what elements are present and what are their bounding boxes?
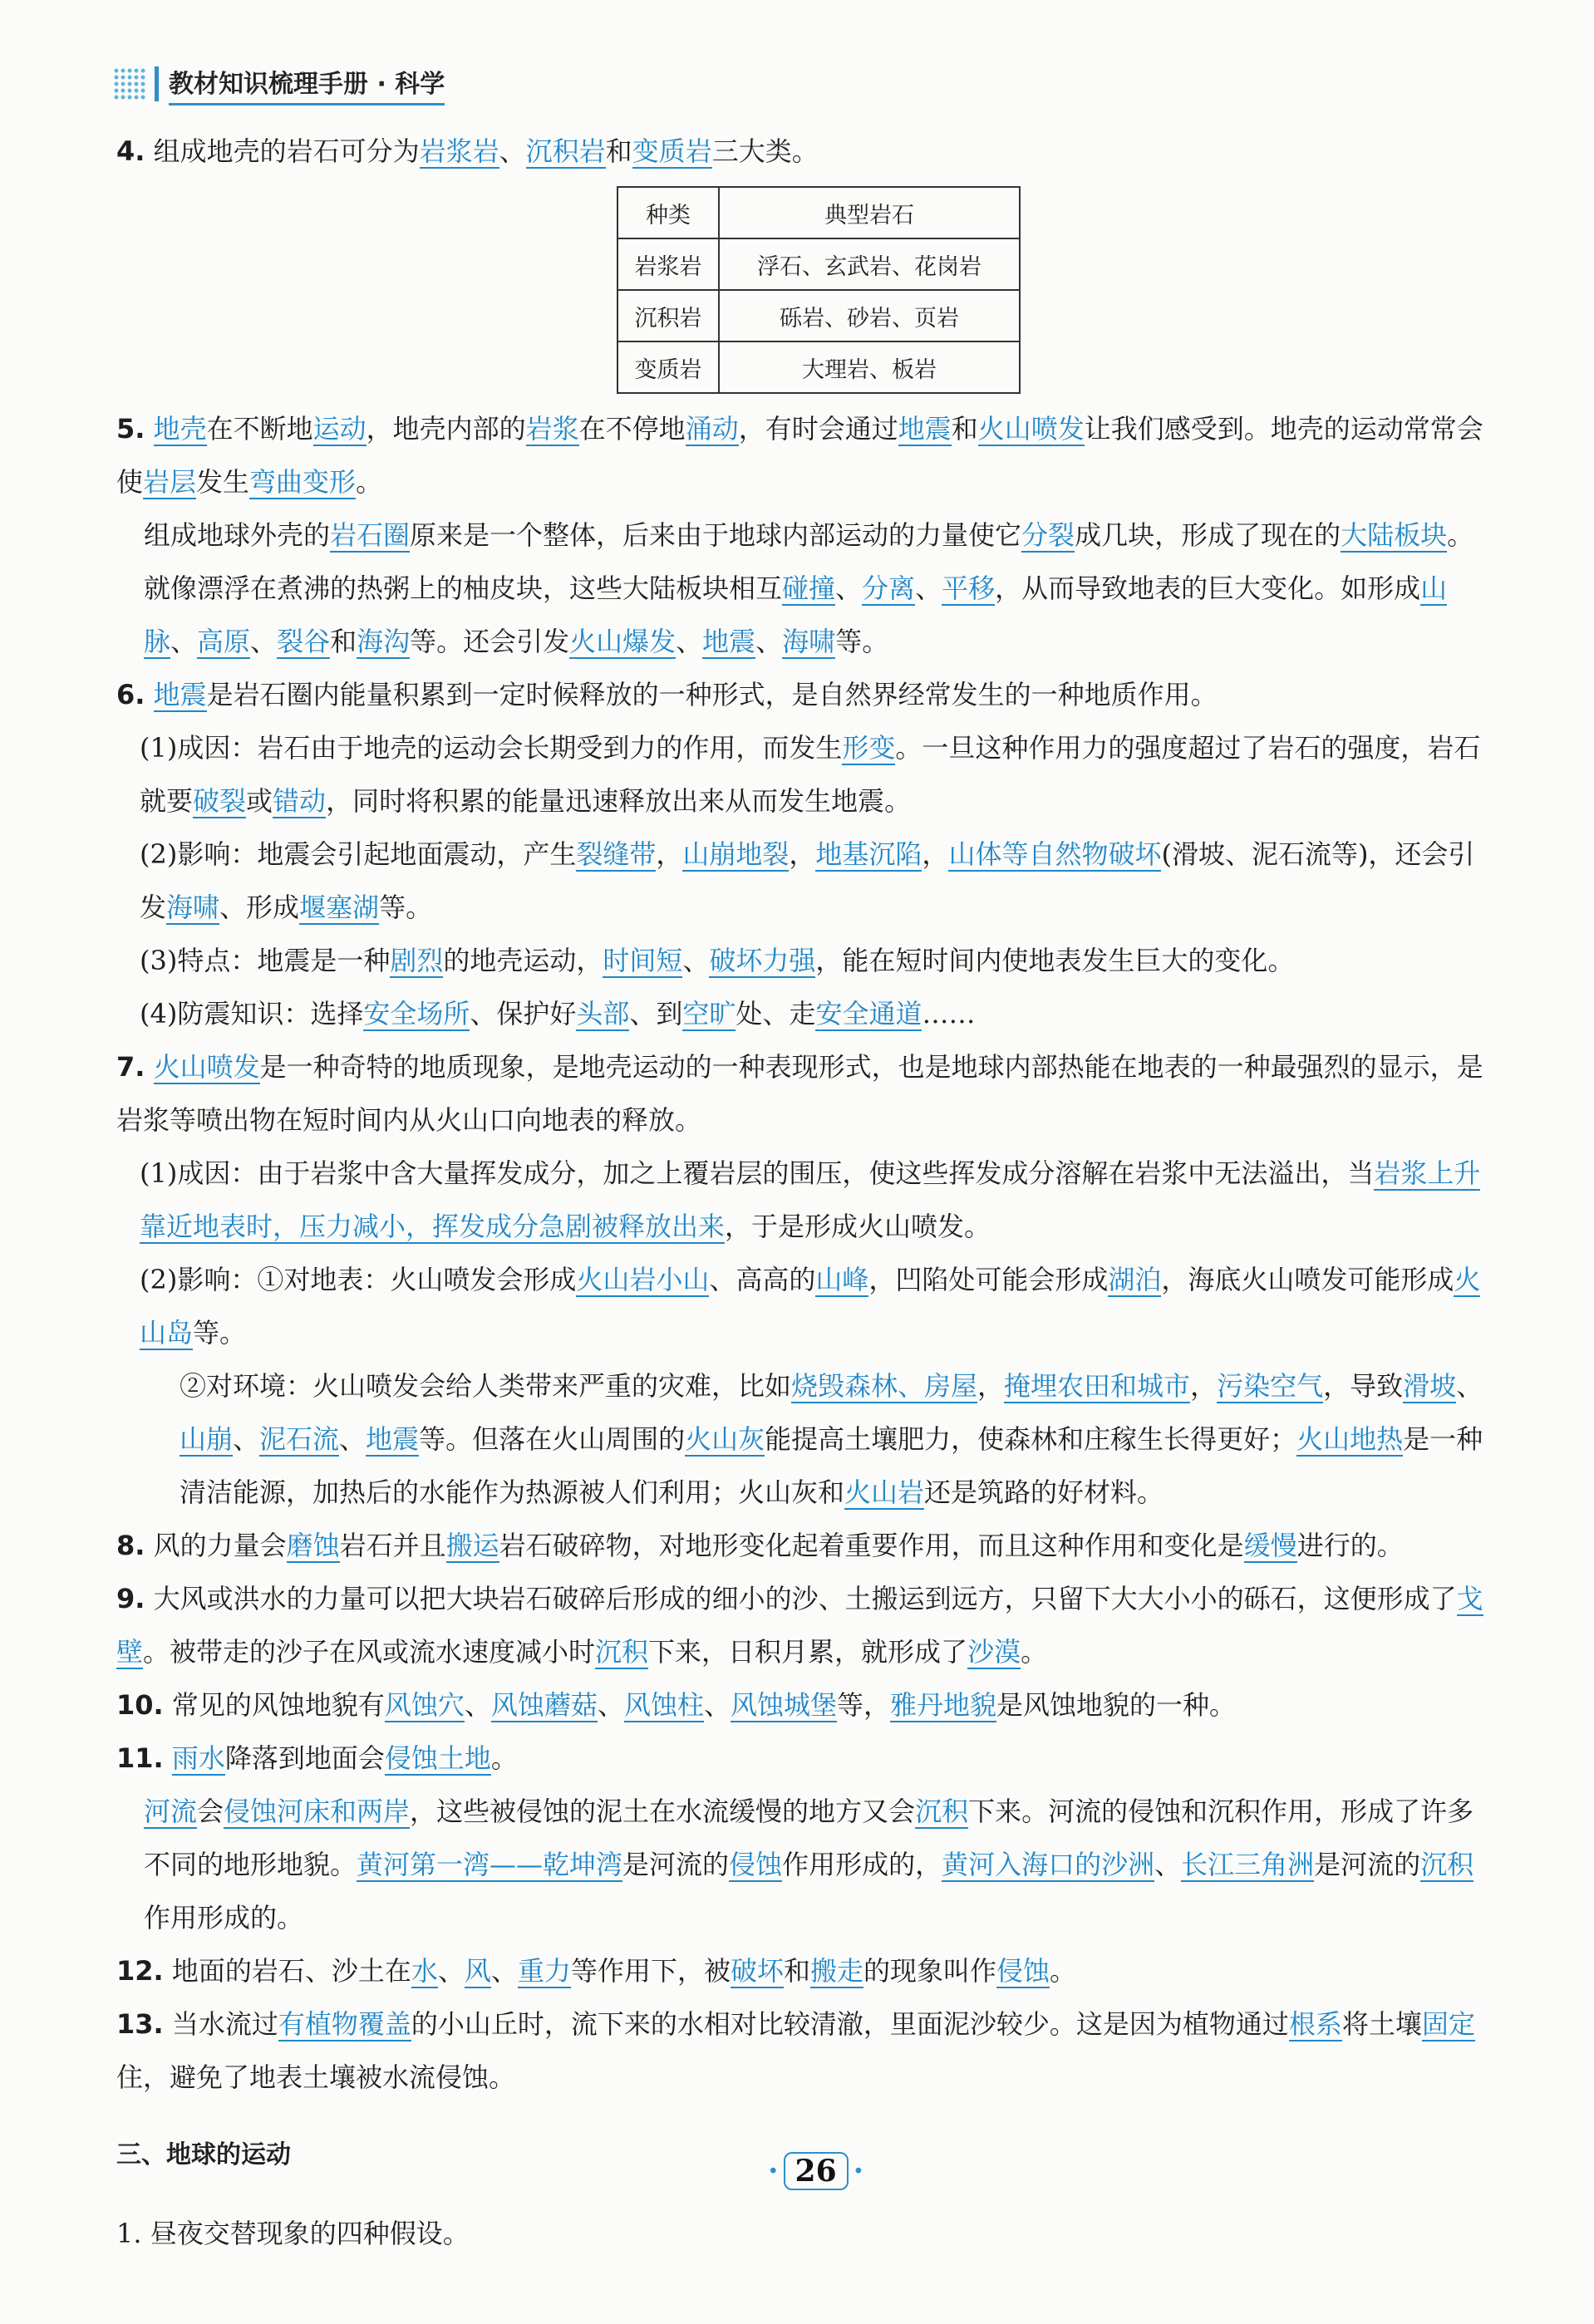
table-row bbox=[617, 238, 1020, 290]
header-accent-bar bbox=[155, 66, 159, 101]
item-11-para-2: 河流会侵蚀河床和两岸，这些被侵蚀的泥土在水流缓慢的地方又会沉积下来。河流的侵蚀和沉积作用，形成了许多不同的地形地貌。黄河第一湾——乾坤湾是河流的侵蚀作用形成的，黄河入海口的沙洲、长江三角洲是河流的沉积作用形成的。 bbox=[144, 1796, 1474, 1933]
item-8: 8. 风的力量会磨蚀岩石并且搬运岩石破碎物，对地形变化起着重要作用，而且这种作用和变化是缓慢进行的。 bbox=[116, 1530, 1404, 1561]
rock-table-wrap bbox=[617, 186, 1496, 394]
table-cell: 砾岩、砂岩、页岩 bbox=[719, 290, 1020, 341]
table-header-row bbox=[617, 187, 1020, 238]
item-6-feature: (3)特点：地震是一种剧烈的地壳运动，时间短、破坏力强，能在短时间内使地表发生巨大的变化。 bbox=[140, 945, 1295, 976]
item-10: 10. 常见的风蚀地貌有风蚀穴、风蚀蘑菇、风蚀柱、风蚀城堡等，雅丹地貌是风蚀地貌的一种。 bbox=[116, 1689, 1237, 1721]
item-6-effect: (2)影响：地震会引起地面震动，产生裂缝带，山崩地裂，地基沉陷，山体等自然物破坏(滑坡、泥石流等)，还会引发海啸、形成堰塞湖等。 bbox=[140, 838, 1475, 923]
item-11: 11. 雨水降落到地面会侵蚀土地。 bbox=[116, 1742, 518, 1774]
dot-grid-icon bbox=[113, 67, 146, 101]
table-row bbox=[617, 341, 1020, 393]
header-title: 教材知识梳理手册 · 科学 bbox=[169, 63, 445, 106]
table-cell: 岩浆岩 bbox=[617, 238, 719, 290]
table-header: 种类 bbox=[617, 187, 719, 238]
item-5-para-2: 组成地球外壳的岩石圈原来是一个整体，后来由于地球内部运动的力量使它分裂成几块，形成了现在的大陆板块。就像漂浮在煮沸的热粥上的柚皮块，这些大陆板块相互碰撞、分离、平移，从而导致地表的巨大变化。如形成山脉、高原、裂谷和海沟等。还会引发火山爆发、地震、海啸等。 bbox=[144, 519, 1474, 657]
table-header: 典型岩石 bbox=[719, 187, 1020, 238]
item-5: 5. 地壳在不断地运动，地壳内部的岩浆在不停地涌动，有时会通过地震和火山喷发让我们感受到。地壳的运动常常会使岩层发生弯曲变形。 bbox=[116, 413, 1483, 498]
item-6-cause: (1)成因：岩石由于地壳的运动会长期受到力的作用，而发生形变。一旦这种作用力的强度超过了岩石的强度，岩石就要破裂或错动，同时将积累的能量迅速释放出来从而发生地震。 bbox=[140, 732, 1481, 817]
item-13: 13. 当水流过有植物覆盖的小山丘时，流下来的水相对比较清澈，里面泥沙较少。这是因为植物通过根系将土壤固定住，避免了地表土壤被水流侵蚀。 bbox=[116, 2008, 1475, 2093]
item-12: 12. 地面的岩石、沙土在水、风、重力等作用下，被破坏和搬走的现象叫作侵蚀。 bbox=[116, 1955, 1077, 1987]
table-cell: 大理岩、板岩 bbox=[719, 341, 1020, 393]
rock-table bbox=[617, 186, 1021, 394]
table-cell: 变质岩 bbox=[617, 341, 719, 393]
item-6-safety: (4)防震知识：选择安全场所、保护好头部、到空旷处、走安全通道…… bbox=[140, 998, 976, 1029]
item-9: 9. 大风或洪水的力量可以把大块岩石破碎后形成的细小的沙、土搬运到远方，只留下大大小小的砾石，这便形成了戈壁。被带走的沙子在风或流水速度减小时沉积下来，日积月累，就形成了沙漠。 bbox=[116, 1583, 1483, 1668]
item-6: 6. 地震是岩石圈内能量积累到一定时候释放的一种形式，是自然界经常发生的一种地质作用。 bbox=[116, 679, 1218, 710]
main-content bbox=[116, 125, 1496, 2260]
item-7-effect-surface: (2)影响：①对地表：火山喷发会形成火山岩小山、高高的山峰，凹陷处可能会形成湖泊，海底火山喷发可能形成火山岛等。 bbox=[140, 1264, 1481, 1349]
page-header bbox=[113, 60, 445, 108]
item-7-effect-env: ②对环境：火山喷发会给人类带来严重的灾难，比如烧毁森林、房屋，掩埋农田和城市，污染空气，导致滑坡、山崩、泥石流、地震等。但落在火山周围的火山灰能提高土壤肥力，使森林和庄稼生长得更好；火山地热是一种清洁能源，加热后的水能作为热源被人们利用；火山灰和火山岩还是筑路的好材料。 bbox=[180, 1370, 1483, 1508]
item-7-cause: (1)成因：由于岩浆中含大量挥发成分，加之上覆岩层的围压，使这些挥发成分溶解在岩浆中无法溢出，当岩浆上升靠近地表时，压力减小，挥发成分急剧被释放出来，于是形成火山喷发。 bbox=[140, 1157, 1481, 1242]
table-cell: 浮石、玄武岩、花岗岩 bbox=[719, 238, 1020, 290]
page-number: · 26 · bbox=[768, 2154, 864, 2189]
table-cell: 沉积岩 bbox=[617, 290, 719, 341]
item-7: 7. 火山喷发是一种奇特的地质现象，是地壳运动的一种表现形式，也是地球内部热能在地表的一种最强烈的显示，是岩浆等喷出物在短时间内从火山口向地表的释放。 bbox=[116, 1051, 1483, 1136]
table-row bbox=[617, 290, 1020, 341]
page-number-value: 26 bbox=[784, 2152, 849, 2190]
item-4: 4. 组成地壳的岩石可分为岩浆岩、沉积岩和变质岩三大类。 bbox=[116, 135, 819, 167]
section-heading: 三、地球的运动 bbox=[116, 2140, 291, 2169]
item-last: 1. 昼夜交替现象的四种假设。 bbox=[116, 2218, 470, 2249]
